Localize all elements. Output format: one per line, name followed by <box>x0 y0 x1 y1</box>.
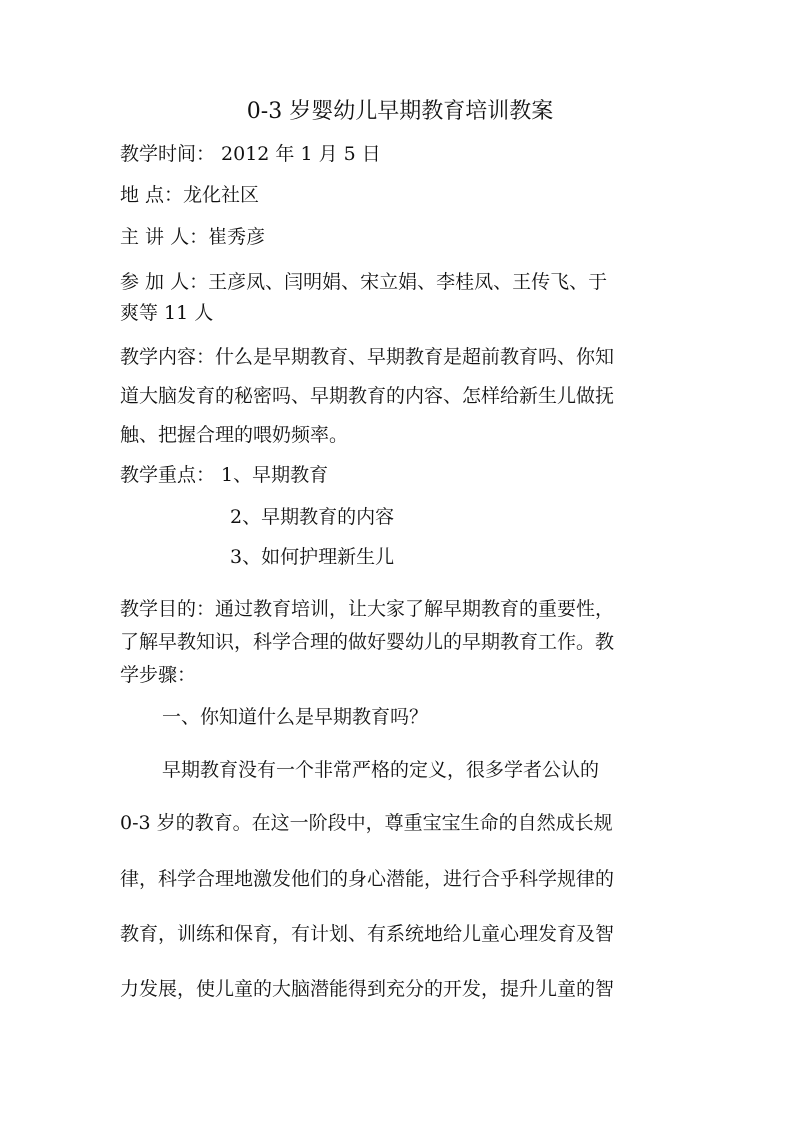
goal-line: 了解早教知识，科学合理的做好婴幼儿的早期教育工作。教 <box>120 631 615 653</box>
key-point: 3、如何护理新生儿 <box>230 546 395 568</box>
key-point: 2、早期教育的内容 <box>230 506 395 528</box>
paragraph-line: 早期教育没有一个非常严格的定义，很多学者公认的 <box>162 759 600 781</box>
document-title: 0-3 岁婴幼儿早期教育培训教案 <box>246 99 554 124</box>
paragraph-line: 教育，训练和保育，有计划、有系统地给儿童心理发育及智 <box>120 923 615 945</box>
goal-line: 教学目的：通过教育培训，让大家了解早期教育的重要性， <box>120 598 615 620</box>
speaker: 主 讲 人：崔秀彦 <box>120 226 266 248</box>
content-line: 道大脑发育的秘密吗、早期教育的内容、怎样给新生儿做抚 <box>120 385 615 407</box>
paragraph-line: 0-3 岁的教育。在这一阶段中，尊重宝宝生命的自然成长规 <box>120 812 613 834</box>
participants-line: 参 加 人：王彦凤、闫明娟、宋立娟、李桂凤、王传飞、于 <box>120 271 608 293</box>
key-points-line: 教学重点： 1、早期教育 <box>120 464 329 486</box>
content-line: 教学内容：什么是早期教育、早期教育是超前教育吗、你知 <box>120 346 615 368</box>
section-heading: 一、你知道什么是早期教育吗？ <box>162 706 429 728</box>
paragraph-line: 力发展，使儿童的大脑潜能得到充分的开发，提升儿童的智 <box>120 978 615 1000</box>
location: 地 点：龙化社区 <box>120 184 260 206</box>
content-line: 触、把握合理的喂奶频率。 <box>120 424 349 446</box>
teaching-time: 教学时间： 2012 年 1 月 5 日 <box>120 143 381 165</box>
participants-line: 爽等 11 人 <box>120 302 214 324</box>
goal-line: 学步骤： <box>120 664 197 686</box>
paragraph-line: 律，科学合理地激发他们的身心潜能，进行合乎科学规律的 <box>120 868 615 890</box>
